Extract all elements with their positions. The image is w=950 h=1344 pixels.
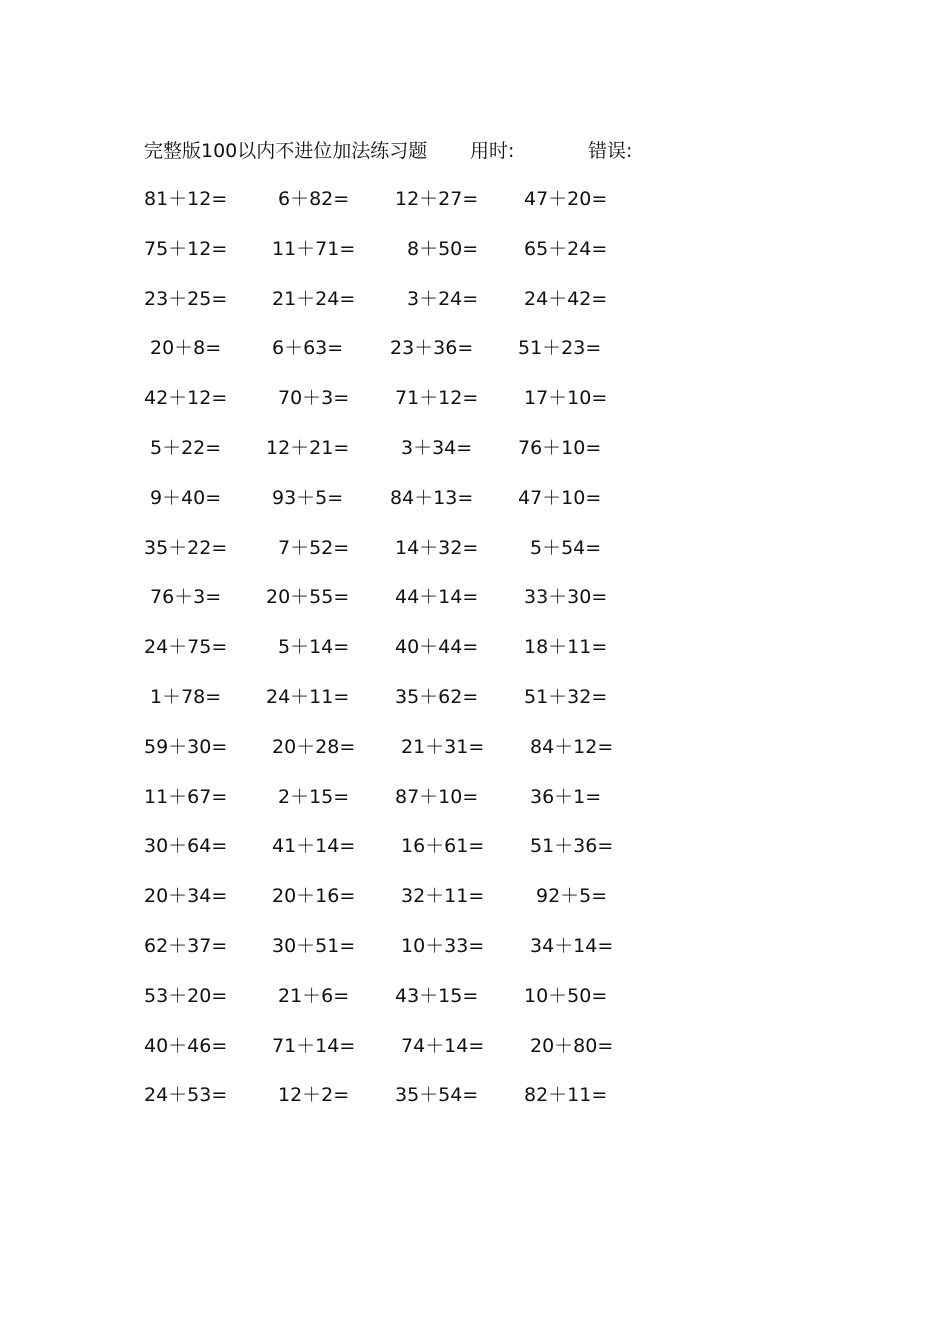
- addition-problem: 7＋52=: [278, 536, 350, 559]
- addition-problem: 70＋3=: [278, 387, 350, 410]
- addition-problem: 59＋30=: [144, 735, 228, 758]
- addition-problem: 6＋63=: [272, 337, 344, 360]
- addition-problem: 5＋54=: [530, 536, 602, 559]
- errors-label: 错误:: [588, 140, 633, 162]
- addition-problem: 14＋32=: [395, 536, 479, 559]
- problem-row: [144, 881, 764, 931]
- addition-problem: 20＋28=: [272, 735, 356, 758]
- addition-problem: 5＋22=: [150, 436, 222, 459]
- time-label: 用时:: [470, 140, 515, 162]
- problem-row: [144, 732, 764, 782]
- addition-problem: 20＋80=: [530, 1034, 614, 1057]
- addition-problem: 21＋31=: [401, 735, 485, 758]
- addition-problem: 24＋11=: [266, 685, 350, 708]
- addition-problem: 30＋64=: [144, 835, 228, 858]
- problem-row: [144, 433, 764, 483]
- addition-problem: 51＋32=: [524, 685, 608, 708]
- problem-row: [144, 383, 764, 433]
- problem-row: [144, 234, 764, 284]
- problem-row: [144, 184, 764, 234]
- addition-problem: 11＋71=: [272, 237, 356, 260]
- addition-problem: 23＋25=: [144, 287, 228, 310]
- addition-problem: 35＋54=: [395, 1084, 479, 1107]
- addition-problem: 36＋1=: [530, 785, 602, 808]
- problem-row: [144, 1031, 764, 1081]
- addition-problem: 87＋10=: [395, 785, 479, 808]
- addition-problem: 9＋40=: [150, 486, 222, 509]
- addition-problem: 41＋14=: [272, 835, 356, 858]
- addition-problem: 51＋36=: [530, 835, 614, 858]
- addition-problem: 62＋37=: [144, 934, 228, 957]
- problem-row: [144, 981, 764, 1031]
- addition-problem: 11＋67=: [144, 785, 228, 808]
- addition-problem: 5＋14=: [278, 636, 350, 659]
- problem-row: [144, 284, 764, 334]
- addition-problem: 16＋61=: [401, 835, 485, 858]
- addition-problem: 21＋6=: [278, 984, 350, 1007]
- addition-problem: 2＋15=: [278, 785, 350, 808]
- problem-row: [144, 831, 764, 881]
- addition-problem: 1＋78=: [150, 685, 222, 708]
- addition-problem: 76＋3=: [150, 586, 222, 609]
- problem-row: [144, 1080, 764, 1130]
- addition-problem: 12＋27=: [395, 188, 479, 210]
- addition-problem: 12＋21=: [266, 436, 350, 459]
- addition-problem: 53＋20=: [144, 984, 228, 1007]
- addition-problem: 51＋23=: [518, 337, 602, 360]
- addition-problem: 30＋51=: [272, 934, 356, 957]
- problem-row: [144, 682, 764, 732]
- problem-row: [144, 483, 764, 533]
- addition-problem: 71＋12=: [395, 387, 479, 410]
- addition-problem: 71＋14=: [272, 1034, 356, 1057]
- addition-problem: 42＋12=: [144, 387, 228, 410]
- addition-problem: 84＋13=: [390, 486, 474, 509]
- addition-problem: 20＋8=: [150, 337, 222, 360]
- addition-problem: 76＋10=: [518, 436, 602, 459]
- addition-problem: 21＋24=: [272, 287, 356, 310]
- addition-problem: 35＋62=: [395, 685, 479, 708]
- addition-problem: 84＋12=: [530, 735, 614, 758]
- addition-problem: 47＋10=: [518, 486, 602, 509]
- problem-row: [144, 782, 764, 832]
- addition-problem: 40＋44=: [395, 636, 479, 659]
- worksheet-title: 完整版100以内不进位加法练习题: [144, 140, 428, 162]
- addition-problem: 34＋14=: [530, 934, 614, 957]
- addition-problem: 65＋24=: [524, 237, 608, 260]
- addition-problem: 32＋11=: [401, 885, 485, 908]
- addition-problem: 47＋20=: [524, 188, 608, 210]
- addition-problem: 20＋34=: [144, 885, 228, 908]
- addition-problem: 3＋24=: [407, 287, 479, 310]
- addition-problem: 93＋5=: [272, 486, 344, 509]
- addition-problem: 20＋55=: [266, 586, 350, 609]
- problem-row: [144, 632, 764, 682]
- addition-problem: 3＋34=: [401, 436, 473, 459]
- addition-problem: 8＋50=: [407, 237, 479, 260]
- addition-problem: 23＋36=: [390, 337, 474, 360]
- addition-problem: 6＋82=: [278, 188, 350, 210]
- problem-row: [144, 533, 764, 583]
- addition-problem: 33＋30=: [524, 586, 608, 609]
- addition-problem: 81＋12=: [144, 188, 228, 210]
- addition-problem: 43＋15=: [395, 984, 479, 1007]
- addition-problem: 17＋10=: [524, 387, 608, 410]
- addition-problem: 44＋14=: [395, 586, 479, 609]
- problem-row: [144, 582, 764, 632]
- addition-problem: 12＋2=: [278, 1084, 350, 1107]
- addition-problem: 10＋33=: [401, 934, 485, 957]
- addition-problem: 82＋11=: [524, 1084, 608, 1107]
- addition-problem: 75＋12=: [144, 237, 228, 260]
- problem-grid: [144, 184, 764, 1130]
- addition-problem: 20＋16=: [272, 885, 356, 908]
- addition-problem: 40＋46=: [144, 1034, 228, 1057]
- problem-row: [144, 931, 764, 981]
- addition-problem: 92＋5=: [536, 885, 608, 908]
- addition-problem: 74＋14=: [401, 1034, 485, 1057]
- addition-problem: 18＋11=: [524, 636, 608, 659]
- addition-problem: 24＋53=: [144, 1084, 228, 1107]
- addition-problem: 24＋42=: [524, 287, 608, 310]
- addition-problem: 24＋75=: [144, 636, 228, 659]
- addition-problem: 10＋50=: [524, 984, 608, 1007]
- problem-row: [144, 333, 764, 383]
- addition-problem: 35＋22=: [144, 536, 228, 559]
